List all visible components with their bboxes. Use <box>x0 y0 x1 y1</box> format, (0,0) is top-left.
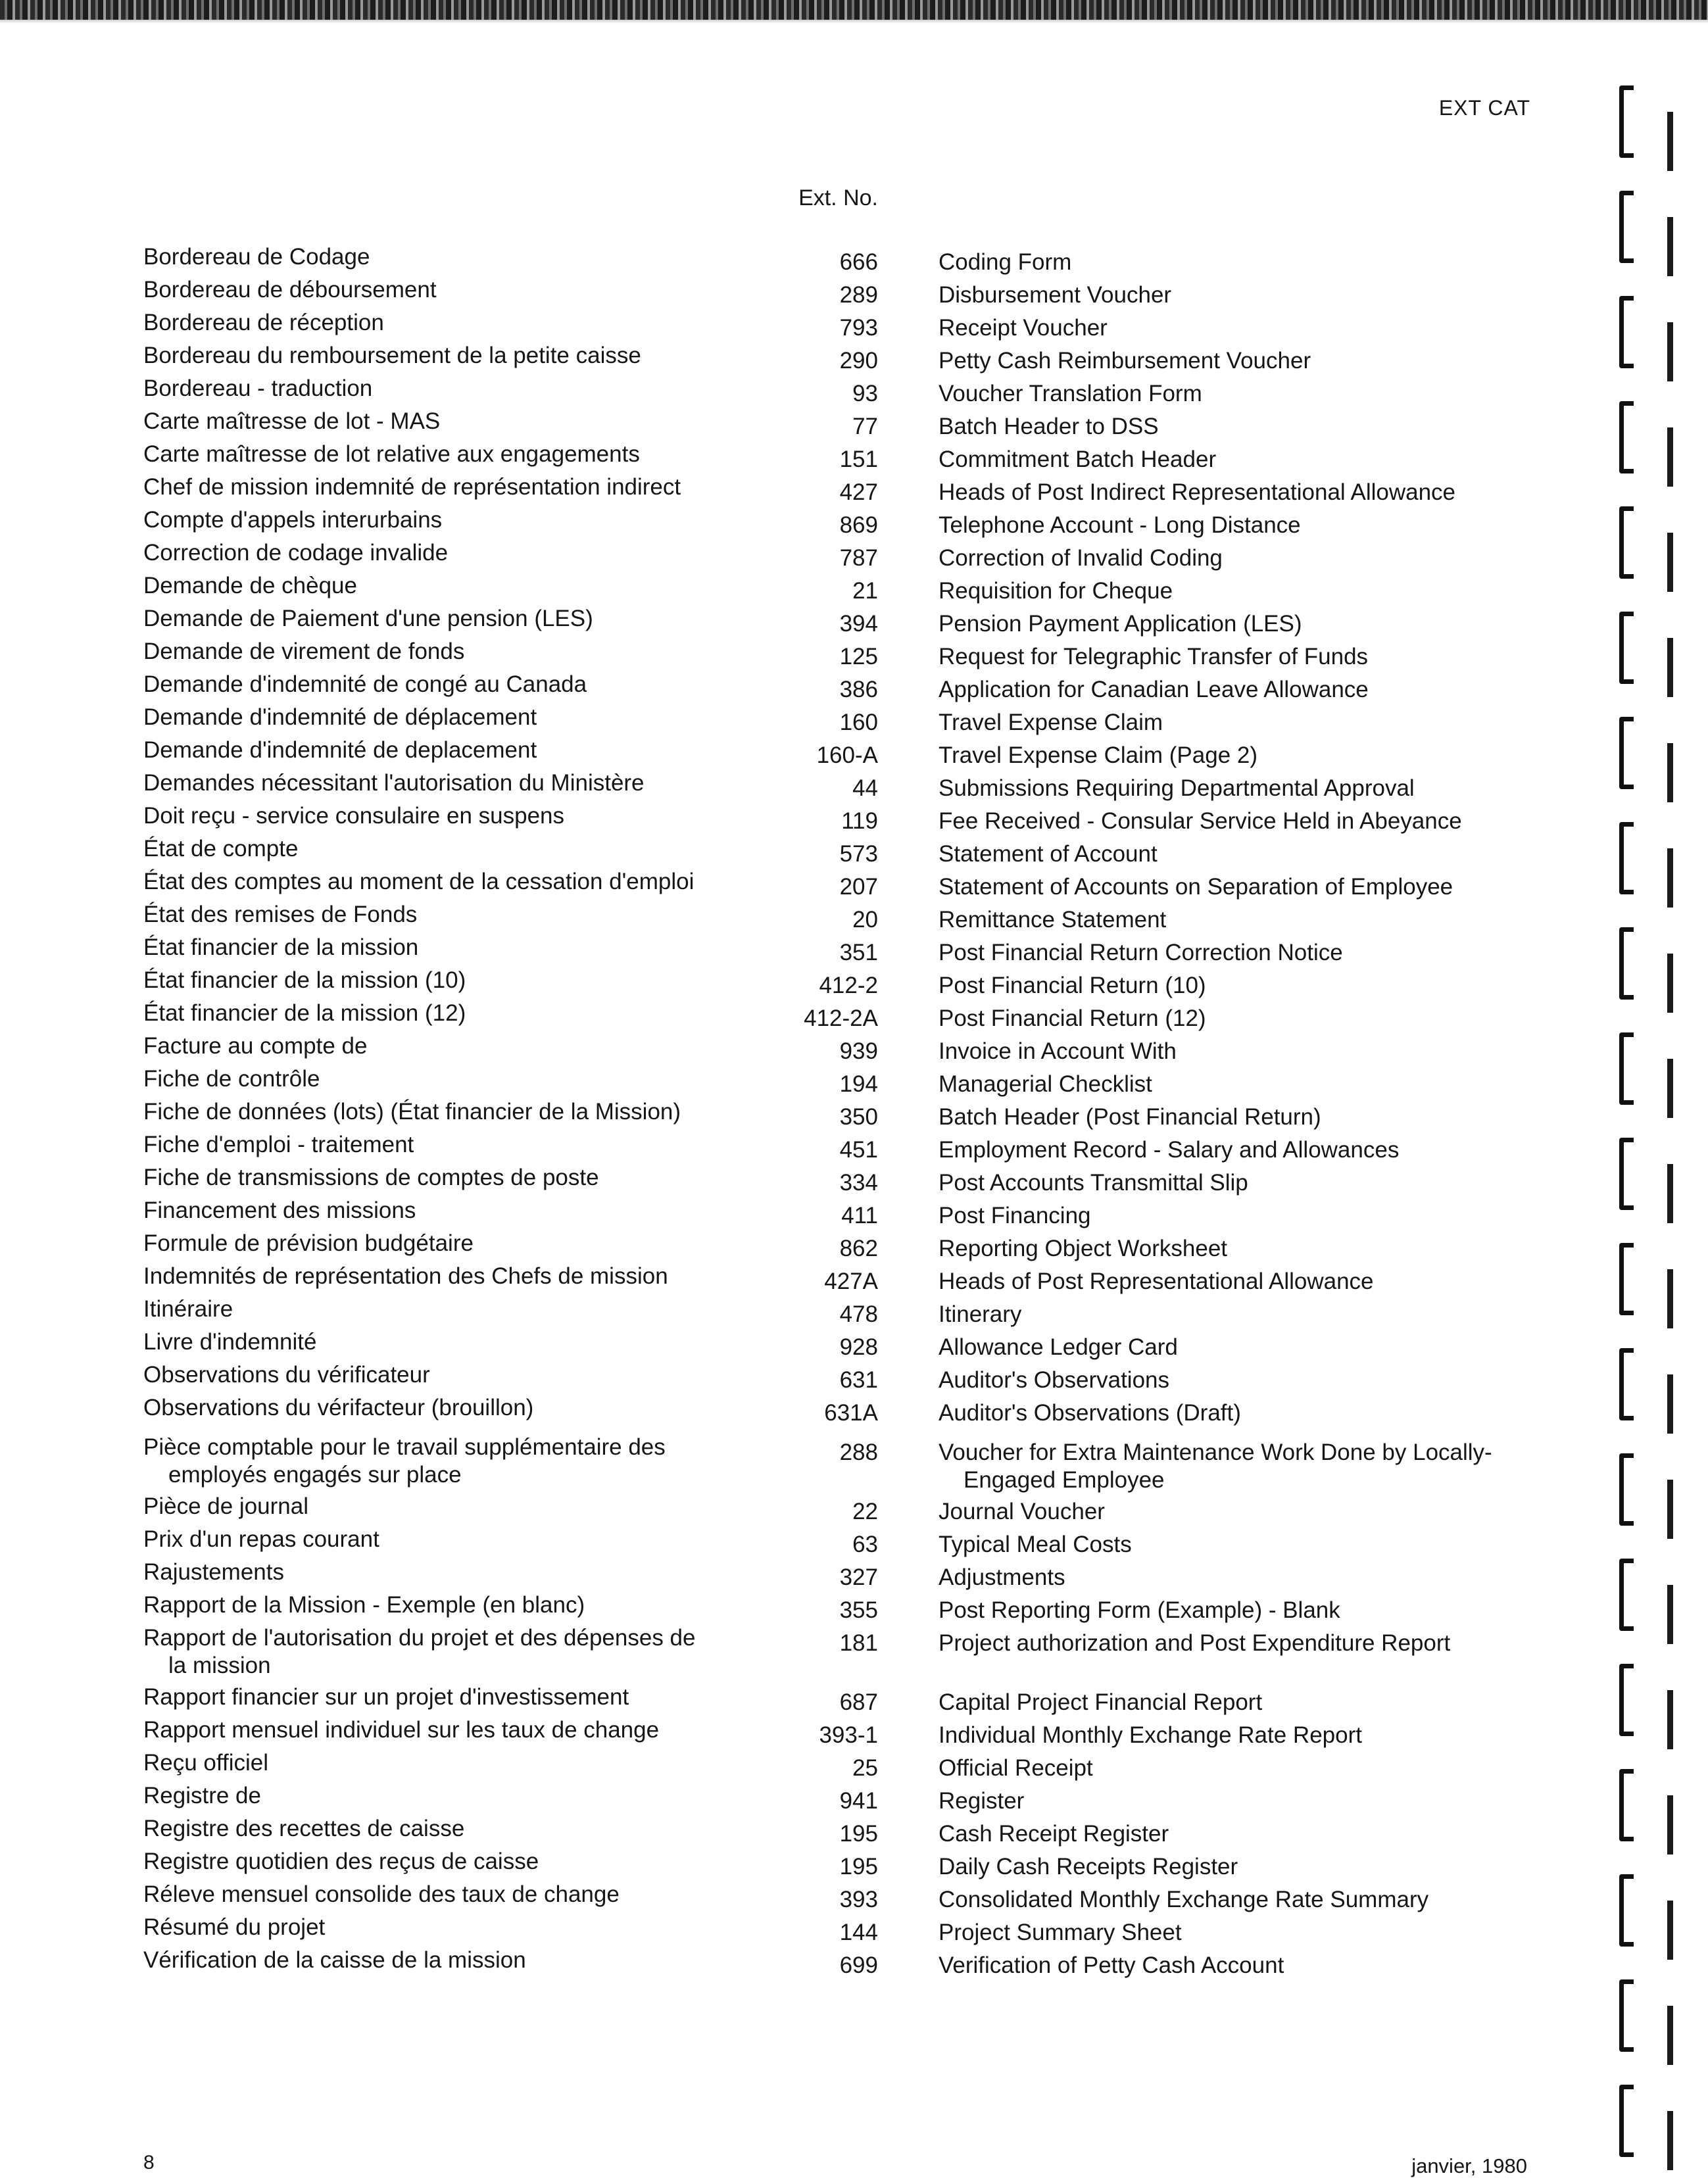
french-form-name: Observations du vérifacteur (brouillon) <box>143 1395 534 1420</box>
english-form-name: Post Financial Return Correction Notice <box>939 940 1343 965</box>
french-form-name: Vérification de la caisse de la mission <box>143 1947 526 1973</box>
binding-wire <box>1667 112 1673 171</box>
english-form-name: Telephone Account - Long Distance <box>939 512 1301 538</box>
english-form-name: Individual Monthly Exchange Rate Report <box>939 1722 1362 1748</box>
english-form-name: Cash Receipt Register <box>939 1821 1169 1847</box>
french-form-name: Doit reçu - service consulaire en suspens <box>143 803 565 829</box>
english-form-name: Auditor's Observations <box>939 1367 1170 1393</box>
ext-number: 44 <box>852 775 878 801</box>
binding-wire <box>1667 1374 1673 1434</box>
ext-number: 25 <box>852 1755 878 1781</box>
ext-number: 941 <box>839 1788 878 1814</box>
binding-ring <box>1619 1874 1634 1947</box>
binding-wire <box>1667 2006 1673 2065</box>
english-form-name: Statement of Accounts on Separation of Employee <box>939 874 1453 900</box>
binding-ring <box>1619 927 1634 1000</box>
binding-ring <box>1619 822 1634 894</box>
ext-number: 125 <box>839 644 878 669</box>
ext-number: 427 <box>839 479 878 505</box>
english-form-name: Voucher Translation Form <box>939 381 1202 406</box>
french-form-name: Résumé du projet <box>143 1914 326 1940</box>
english-form-name: Invoice in Account With <box>939 1038 1177 1064</box>
ext-number: 631 <box>839 1367 878 1393</box>
binding-ring <box>1619 401 1634 473</box>
english-form-name: Request for Telegraphic Transfer of Funds <box>939 644 1369 669</box>
french-form-name: Correction de codage invalide <box>143 540 449 566</box>
binding-wire <box>1667 217 1673 276</box>
ext-number: 77 <box>852 414 878 439</box>
french-form-name: Observations du vérificateur <box>143 1362 430 1388</box>
english-form-name: Itinerary <box>939 1301 1022 1327</box>
ext-number: 687 <box>839 1689 878 1715</box>
ext-number: 290 <box>839 348 878 374</box>
english-form-name: Post Reporting Form (Example) - Blank <box>939 1597 1340 1623</box>
french-form-name: Indemnités de représentation des Chefs de mission <box>143 1263 668 1289</box>
english-form-name: Statement of Account <box>939 841 1158 867</box>
binding-ring <box>1619 1243 1634 1315</box>
french-form-name: Facture au compte de <box>143 1033 368 1059</box>
english-form-name: Post Financial Return (12) <box>939 1006 1206 1031</box>
french-form-name: Bordereau du remboursement de la petite caisse <box>143 343 641 368</box>
french-form-name: Demande d'indemnité de deplacement <box>143 737 537 763</box>
ext-number: 119 <box>841 808 878 834</box>
french-form-name: Bordereau de déboursement <box>143 277 437 303</box>
ext-no-column-header: Ext. No. <box>798 185 878 210</box>
ext-number: 334 <box>839 1170 878 1196</box>
english-form-name: Fee Received - Consular Service Held in Abeyance <box>939 808 1462 834</box>
scanned-page-top-edge <box>0 0 1708 20</box>
ext-number: 22 <box>852 1499 878 1524</box>
page-date: janvier, 1980 <box>1411 2154 1527 2177</box>
french-form-name: Registre quotidien des reçus de caisse <box>143 1849 539 1874</box>
binding-wire <box>1667 1901 1673 1960</box>
french-form-name: Reçu officiel <box>143 1750 269 1776</box>
ext-number: 195 <box>839 1821 878 1847</box>
binding-ring <box>1619 2085 1634 2157</box>
french-form-name: Fiche de données (lots) (État financier de la Mission) <box>143 1099 681 1125</box>
binding-ring <box>1619 1453 1634 1526</box>
ext-number: 355 <box>839 1597 878 1623</box>
french-form-name: Rapport de la Mission - Exemple (en blanc) <box>143 1592 585 1618</box>
english-form-name: Commitment Batch Header <box>939 447 1217 472</box>
french-form-name: Carte maîtresse de lot - MAS <box>143 408 441 434</box>
ext-number: 151 <box>839 447 878 472</box>
ext-number: 21 <box>852 578 878 604</box>
ext-number: 160 <box>839 710 878 735</box>
english-form-name: Employment Record - Salary and Allowances <box>939 1137 1400 1163</box>
french-form-name: Itinéraire <box>143 1296 233 1322</box>
ext-number: 289 <box>839 282 878 308</box>
french-form-name: Demandes nécessitant l'autorisation du Ministère <box>143 770 645 796</box>
ext-number: 194 <box>839 1071 878 1097</box>
binding-ring <box>1619 1032 1634 1105</box>
english-form-name: Project authorization and Post Expenditure Report <box>939 1630 1451 1656</box>
english-form-name: Submissions Requiring Departmental Approval <box>939 775 1415 801</box>
ext-number: 160-A <box>816 742 878 768</box>
binding-ring <box>1619 612 1634 684</box>
ext-number: 869 <box>839 512 878 538</box>
french-form-name: Rapport mensuel individuel sur les taux de change <box>143 1717 660 1743</box>
binding-wire <box>1667 1059 1673 1118</box>
ext-number: 93 <box>852 381 878 406</box>
page-number: 8 <box>143 2152 155 2173</box>
binding-wire <box>1667 1795 1673 1855</box>
binding-ring <box>1619 1664 1634 1736</box>
ext-number: 412-2A <box>804 1006 878 1031</box>
ext-number: 939 <box>839 1038 878 1064</box>
english-form-name: Auditor's Observations (Draft) <box>939 1400 1241 1426</box>
french-form-name: Demande d'indemnité de congé au Canada <box>143 671 587 697</box>
french-form-name: Registre de <box>143 1783 261 1808</box>
ext-number: 411 <box>841 1203 878 1228</box>
binding-wire <box>1667 427 1673 487</box>
english-form-name: Petty Cash Reimbursement Voucher <box>939 348 1311 374</box>
english-form-name: Coding Form <box>939 249 1072 275</box>
binding-wire <box>1667 743 1673 802</box>
english-form-name: Post Financial Return (10) <box>939 973 1206 998</box>
ext-number: 350 <box>839 1104 878 1130</box>
french-form-name: État de compte <box>143 836 299 861</box>
english-form-name: Voucher for Extra Maintenance Work Done by Locally- Engaged Employee <box>939 1440 1492 1493</box>
french-form-name: Bordereau - traduction <box>143 376 373 401</box>
french-form-name: État financier de la mission (12) <box>143 1000 466 1026</box>
english-form-name: Requisition for Cheque <box>939 578 1173 604</box>
french-form-name: Réleve mensuel consolide des taux de change <box>143 1881 620 1907</box>
english-form-name: Travel Expense Claim <box>939 710 1163 735</box>
english-form-name: Typical Meal Costs <box>939 1532 1132 1557</box>
binding-wire <box>1667 322 1673 381</box>
binding-wire <box>1667 2111 1673 2170</box>
french-form-name: Chef de mission indemnité de représentation indirect <box>143 474 681 500</box>
binding-ring <box>1619 1138 1634 1210</box>
english-form-name: Managerial Checklist <box>939 1071 1152 1097</box>
ext-number: 288 <box>839 1440 878 1465</box>
ext-number: 327 <box>839 1564 878 1590</box>
english-form-name: Project Summary Sheet <box>939 1920 1182 1945</box>
english-form-name: Application for Canadian Leave Allowance <box>939 677 1369 702</box>
ext-number: 478 <box>839 1301 878 1327</box>
ext-number: 181 <box>839 1630 878 1656</box>
french-form-name: Rapport de l'autorisation du projet et des dépenses de la mission <box>143 1625 696 1678</box>
binding-wire <box>1667 954 1673 1013</box>
english-form-name: Receipt Voucher <box>939 315 1108 341</box>
french-form-name: Livre d'indemnité <box>143 1329 317 1355</box>
french-form-name: Pièce de journal <box>143 1493 308 1519</box>
binding-wire <box>1667 1269 1673 1328</box>
binding-wire <box>1667 1690 1673 1749</box>
french-form-name: Compte d'appels interurbains <box>143 507 443 533</box>
ext-number: 666 <box>839 249 878 275</box>
binding-ring <box>1619 1979 1634 2052</box>
french-form-name: État des remises de Fonds <box>143 902 418 927</box>
french-form-name: Fiche de transmissions de comptes de poste <box>143 1165 599 1190</box>
binding-ring <box>1619 1559 1634 1631</box>
english-form-name: Reporting Object Worksheet <box>939 1236 1228 1261</box>
ext-number: 928 <box>839 1334 878 1360</box>
ext-number: 351 <box>839 940 878 965</box>
binding-ring <box>1619 1769 1634 1841</box>
french-form-name: Demande d'indemnité de déplacement <box>143 704 537 730</box>
french-form-name: État des comptes au moment de la cessation d'emploi <box>143 869 695 894</box>
binding-wire <box>1667 1585 1673 1644</box>
english-form-name: Capital Project Financial Report <box>939 1689 1263 1715</box>
english-form-name: Post Accounts Transmittal Slip <box>939 1170 1248 1196</box>
binding-ring <box>1619 506 1634 579</box>
french-form-name: Bordereau de Codage <box>143 244 370 270</box>
french-form-name: État financier de la mission <box>143 934 419 960</box>
ext-number: 207 <box>839 874 878 900</box>
french-form-name: Registre des recettes de caisse <box>143 1816 465 1841</box>
english-form-name: Adjustments <box>939 1564 1065 1590</box>
ext-number: 393 <box>839 1887 878 1912</box>
ext-number: 427A <box>824 1269 878 1294</box>
ext-number: 793 <box>839 315 878 341</box>
english-form-name: Remittance Statement <box>939 907 1167 933</box>
english-form-name: Batch Header to DSS <box>939 414 1159 439</box>
french-form-name: Pièce comptable pour le travail supplémentaire des employés engagés sur place <box>143 1434 666 1488</box>
french-form-name: Rapport financier sur un projet d'investissement <box>143 1684 629 1710</box>
french-form-name: Carte maîtresse de lot relative aux engagements <box>143 441 640 467</box>
english-form-name: Heads of Post Representational Allowance <box>939 1269 1374 1294</box>
binding-wire <box>1667 1480 1673 1539</box>
ext-number: 393-1 <box>819 1722 878 1748</box>
french-form-name: Demande de virement de fonds <box>143 639 465 664</box>
catalogue-code: EXT CAT <box>1438 96 1530 120</box>
english-form-name: Travel Expense Claim (Page 2) <box>939 742 1258 768</box>
english-form-name: Pension Payment Application (LES) <box>939 611 1302 637</box>
french-form-name: Demande de Paiement d'une pension (LES) <box>143 606 593 631</box>
ext-number: 412-2 <box>819 973 878 998</box>
ext-number: 787 <box>839 545 878 571</box>
ext-number: 20 <box>852 907 878 933</box>
binding-ring <box>1619 1348 1634 1420</box>
ext-number: 451 <box>839 1137 878 1163</box>
french-form-name: Fiche d'emploi - traitement <box>143 1132 414 1157</box>
ext-number: 386 <box>839 677 878 702</box>
ext-number: 144 <box>839 1920 878 1945</box>
ext-number: 699 <box>839 1952 878 1978</box>
english-form-name: Post Financing <box>939 1203 1091 1228</box>
ext-number: 573 <box>839 841 878 867</box>
english-form-name: Batch Header (Post Financial Return) <box>939 1104 1321 1130</box>
french-form-name: Fiche de contrôle <box>143 1066 320 1092</box>
binding-ring <box>1619 717 1634 789</box>
binding-ring <box>1619 296 1634 368</box>
french-form-name: Formule de prévision budgétaire <box>143 1230 474 1256</box>
english-form-name: Register <box>939 1788 1025 1814</box>
english-form-name: Correction of Invalid Coding <box>939 545 1223 571</box>
english-form-name: Consolidated Monthly Exchange Rate Summary <box>939 1887 1429 1912</box>
english-form-name: Disbursement Voucher <box>939 282 1172 308</box>
english-form-name: Daily Cash Receipts Register <box>939 1854 1238 1879</box>
english-form-name: Journal Voucher <box>939 1499 1105 1524</box>
ext-number: 394 <box>839 611 878 637</box>
binding-wire <box>1667 638 1673 697</box>
french-form-name: Rajustements <box>143 1559 284 1585</box>
english-form-name: Heads of Post Indirect Representational Allowance <box>939 479 1456 505</box>
ext-number: 862 <box>839 1236 878 1261</box>
ext-number: 631A <box>824 1400 878 1426</box>
french-form-name: Prix d'un repas courant <box>143 1526 379 1552</box>
binding-ring <box>1619 85 1634 158</box>
english-form-name: Verification of Petty Cash Account <box>939 1952 1284 1978</box>
english-form-name: Allowance Ledger Card <box>939 1334 1178 1360</box>
binding-wire <box>1667 533 1673 592</box>
french-form-name: État financier de la mission (10) <box>143 967 466 993</box>
binding-ring <box>1619 191 1634 263</box>
binding-wire <box>1667 848 1673 908</box>
french-form-name: Financement des missions <box>143 1198 416 1223</box>
french-form-name: Bordereau de réception <box>143 310 384 335</box>
french-form-name: Demande de chèque <box>143 573 357 598</box>
english-form-name: Official Receipt <box>939 1755 1093 1781</box>
binding-wire <box>1667 1164 1673 1223</box>
ext-number: 63 <box>852 1532 878 1557</box>
ext-number: 195 <box>839 1854 878 1879</box>
